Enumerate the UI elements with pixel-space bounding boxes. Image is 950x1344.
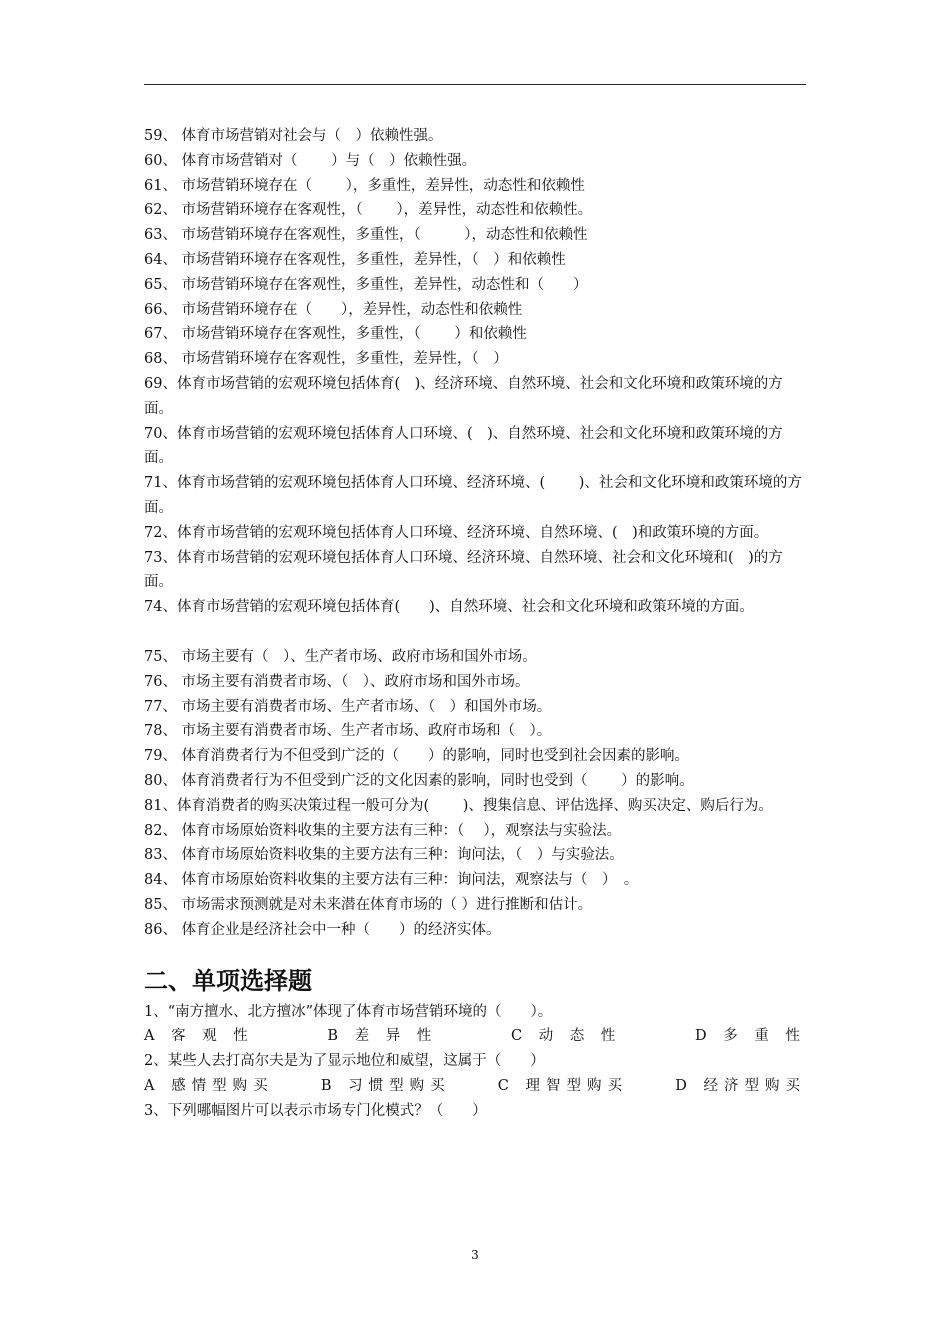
question-79: 79、 体育消费者行为不但受到广泛的（ ）的影响，同时也受到社会因素的影响。 [144,748,690,765]
question-list-a [144,124,816,372]
document-body [144,124,816,1124]
question-66: 66、 市场营销环境存在（ ），差异性，动态性和依赖性 [144,301,523,318]
question-72: 72、体育市场营销的宏观环境包括体育人口环境、经济环境、自然环境、( )和政策环境的方面。 [144,524,769,541]
mc-options-1 [144,1024,806,1049]
option-a: A 感情型购买 [144,1078,274,1095]
question-70: 70、体育市场营销的宏观环境包括体育人口环境、( )、自然环境、社会和文化环境和政策环境的方面。 [144,425,783,467]
question-86: 86、 体育企业是经济社会中一种（ ）的经济实体。 [144,921,501,938]
question-list-b [144,372,816,620]
question-65: 65、 市场营销环境存在客观性，多重性，差异性，动态性和（ ） [144,276,588,293]
question-59: 59、 体育市场营销对社会与（ ）依赖性强。 [144,128,443,144]
question-64: 64、 市场营销环境存在客观性，多重性，差异性，（ ）和依赖性 [144,251,566,268]
mc-question-1: 1、“南方擅水、北方擅冰”体现了体育市场营销环境的（ ）。 [144,1003,553,1020]
question-85: 85、 市场需求预测就是对未来潜在体育市场的（ ）进行推断和估计。 [144,896,593,913]
question-67: 67、 市场营销环境存在客观性，多重性，（ ）和依赖性 [144,326,527,343]
mc-options-2 [144,1074,806,1099]
question-68: 68、 市场营销环境存在客观性，多重性，差异性，（ ） [144,351,508,368]
mc-question-2: 2、某些人去打高尔夫是为了显示地位和威望，这属于（ ） [144,1053,545,1070]
section-title: 二、单项选择题 [144,966,312,995]
question-69: 69、体育市场营销的宏观环境包括体育( )、经济环境、自然环境、社会和文化环境和政策环境的方面。 [144,375,783,417]
question-77: 77、 市场主要有消费者市场、生产者市场、（ ）和国外市场。 [144,698,552,715]
blank-line [144,620,816,645]
option-d: D 经济型购买 [675,1078,806,1095]
multiple-choice-list [144,1000,816,1124]
question-75: 75、 市场主要有（ ）、生产者市场、政府市场和国外市场。 [144,648,537,665]
question-81: 81、体育消费者的购买决策过程一般可分为( )、搜集信息、评估选择、购买决定、购后行为。 [144,797,773,814]
question-61: 61、 市场营销环境存在（ ），多重性，差异性，动态性和依赖性 [144,177,585,194]
question-63: 63、 市场营销环境存在客观性，多重性，（ ），动态性和依赖性 [144,227,588,244]
question-83: 83、 体育市场原始资料收集的主要方法有三种：询问法，（ ）与实验法。 [144,847,624,864]
option-d: D 多 重 性 [695,1028,806,1045]
header-rule [144,84,806,85]
option-a: A 客 观 性 [144,1028,254,1045]
mc-question-3: 3、下列哪幅图片可以表示市场专门化模式？（ ） [144,1103,487,1120]
option-c: C 理智型购买 [497,1078,629,1095]
option-b: B 习惯型购买 [320,1078,451,1095]
question-list-c [144,645,816,943]
question-78: 78、 市场主要有消费者市场、生产者市场、政府市场和（ ）。 [144,723,552,740]
option-c: C 动 态 性 [511,1028,622,1045]
question-71: 71、体育市场营销的宏观环境包括体育人口环境、经济环境、( )、社会和文化环境和政策环境的方面。 [144,475,802,516]
question-73: 73、体育市场营销的宏观环境包括体育人口环境、经济环境、自然环境、社会和文化环境和( )的方面。 [144,549,783,591]
question-80: 80、 体育消费者行为不但受到广泛的文化因素的影响，同时也受到（ ）的影响。 [144,772,694,789]
question-62: 62、 市场营销环境存在客观性，（ ），差异性，动态性和依赖性。 [144,202,593,219]
question-74: 74、体育市场营销的宏观环境包括体育( )、自然环境、社会和文化环境和政策环境的方面。 [144,599,754,616]
question-76: 76、 市场主要有消费者市场、（ ）、政府市场和国外市场。 [144,673,530,690]
question-82: 82、 体育市场原始资料收集的主要方法有三种：（ ），观察法与实验法。 [144,822,622,839]
option-b: B 差 异 性 [327,1028,438,1045]
question-60: 60、 体育市场营销对（ ）与（ ）依赖性强。 [144,152,477,169]
page-number: 3 [471,1248,479,1262]
question-84: 84、 体育市场原始资料收集的主要方法有三种：询问法，观察法与（ ） 。 [144,872,639,889]
